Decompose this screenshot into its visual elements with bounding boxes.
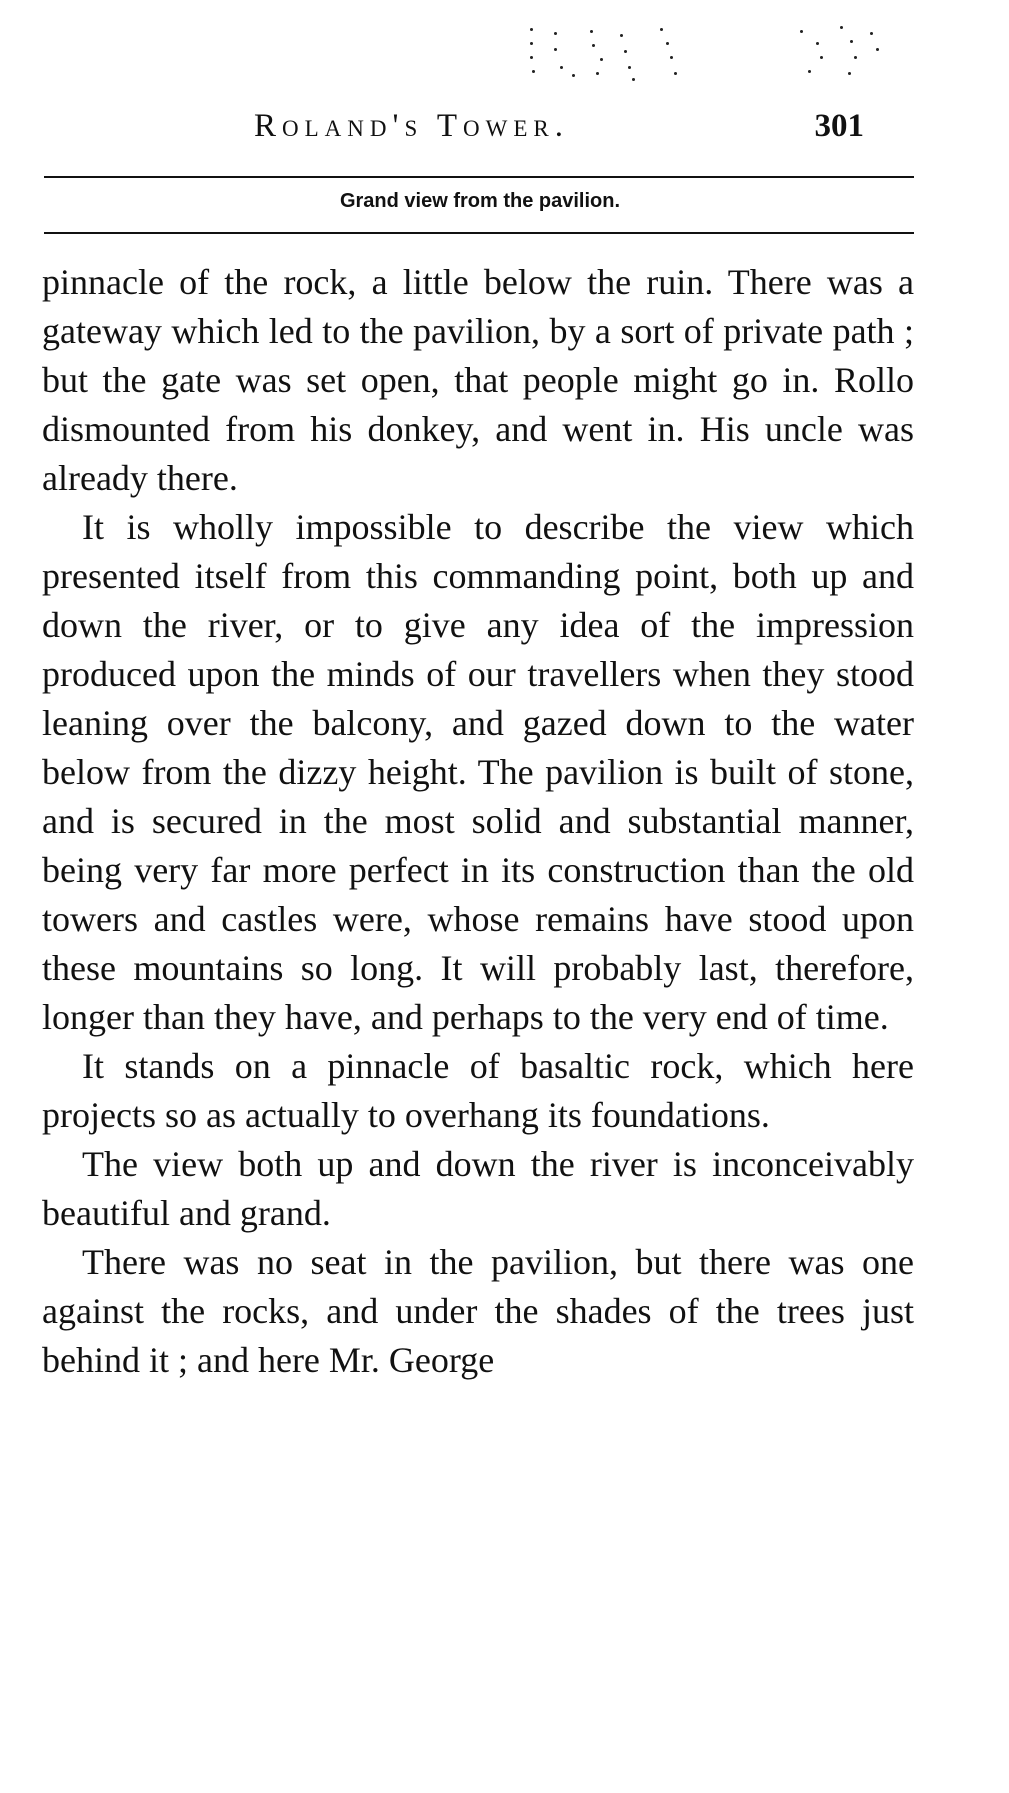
running-title: Roland's Tower. [254, 108, 570, 144]
perforated-library-stamp [520, 22, 900, 92]
section-subhead: Grand view from the pavilion. [339, 190, 621, 212]
paragraph: The view both up and down the river is inconceivably beautiful and grand. [42, 1144, 914, 1233]
body-text [42, 258, 914, 1385]
header-rule-top [44, 176, 914, 178]
page-number: 301 [814, 108, 864, 144]
paragraph: It stands on a pinnacle of basaltic rock, which here projects so as actually to overhang its foundations. [42, 1046, 914, 1135]
paragraph: There was no seat in the pavilion, but there was one against the rocks, and under the shades of the trees just behind it ; and here Mr. George [42, 1242, 914, 1380]
running-header [44, 108, 914, 148]
paragraph: pinnacle of the rock, a little below the ruin. There was a gateway which led to the pavilion, by a sort of private path ; but the gate was set open, that people might go in. Rollo dismounted from his donkey, and went in. His uncle was already there. [42, 262, 914, 498]
header-rule-bottom [44, 232, 914, 234]
paragraph: It is wholly impossible to describe the view which presented itself from this commanding point, both up and down the river, or to give any idea of the impression produced upon the minds of our travellers when they stood leaning over the balcony, and gazed down to the water below from the dizzy height. The pavilion is built of stone, and is secured in the most solid and substantial manner, being very far more perfect in its construction than the old towers and castles were, whose remains have stood upon these mountains so long. It will probably last, therefore, longer than they have, and perhaps to the very end of time. [42, 507, 914, 1037]
